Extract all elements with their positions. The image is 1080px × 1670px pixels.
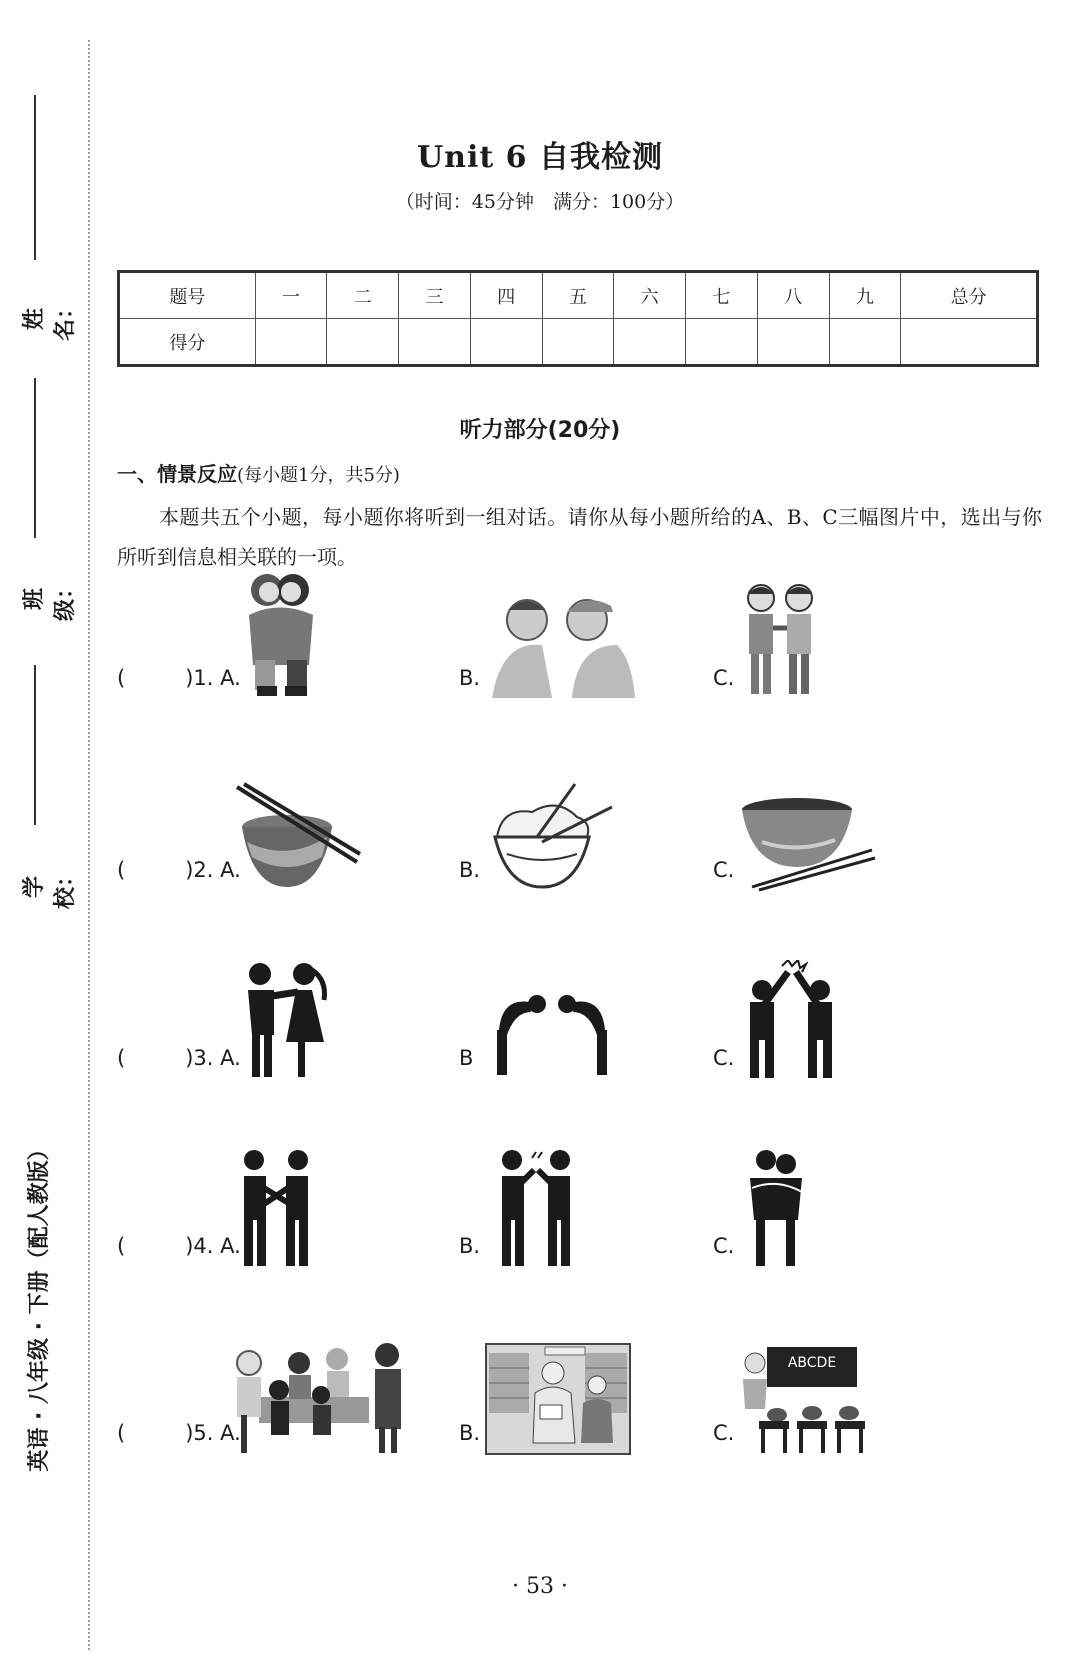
section-title: 听力部分(20分) xyxy=(459,418,621,443)
question-number: 4. xyxy=(193,1234,214,1258)
page-title: Unit 6 自我检测 xyxy=(417,140,663,175)
bowl-chopsticks-across-icon[interactable] xyxy=(232,782,362,892)
question-5 xyxy=(117,1305,1057,1465)
score-table-header-row xyxy=(119,272,1038,319)
classroom-teacher-icon[interactable] xyxy=(737,1345,867,1455)
question-label: ( )2. A. xyxy=(117,858,241,882)
exam-meta: （时间：45分钟 满分：100分） xyxy=(395,191,685,213)
score-input-cell[interactable] xyxy=(614,319,686,366)
family-dinner-icon[interactable] xyxy=(229,1335,409,1455)
part-heading xyxy=(117,458,400,487)
table-cell: 五 xyxy=(542,272,614,319)
question-number: 2. xyxy=(193,858,214,882)
option-label: B xyxy=(459,1046,474,1070)
question-1 xyxy=(117,550,1057,710)
question-label: ( )5. A. xyxy=(117,1421,241,1445)
part-title: 一、情景反应 xyxy=(117,462,237,486)
bow-icon[interactable] xyxy=(487,990,617,1080)
high-five-icon[interactable] xyxy=(742,960,842,1080)
instructions: 本题共五个小题，每小题你将听到一组对话。请你从每小题所给的A、B、C三幅图片中，选出与你所听到信息相关联的一项。 xyxy=(117,505,1042,569)
question-number: 3. xyxy=(193,1046,214,1070)
class-field xyxy=(22,550,78,621)
table-cell: 总分 xyxy=(901,272,1038,319)
option-label: B. xyxy=(459,666,481,690)
table-cell: 二 xyxy=(327,272,399,319)
option-label: C. xyxy=(713,1234,735,1258)
school-blank-line[interactable] xyxy=(34,665,36,825)
table-cell: 题号 xyxy=(119,272,256,319)
option-label: A. xyxy=(220,1234,241,1258)
option-label: B. xyxy=(459,1234,481,1258)
option-label: C. xyxy=(713,858,735,882)
option-label: A. xyxy=(220,858,241,882)
score-input-cell[interactable] xyxy=(255,319,327,366)
option-label: A. xyxy=(220,1421,241,1445)
table-cell: 一 xyxy=(255,272,327,319)
question-label: ( )1. A. xyxy=(117,666,241,690)
score-input-cell[interactable] xyxy=(542,319,614,366)
fist-bump-icon[interactable] xyxy=(492,1148,582,1268)
name-label: 姓名： xyxy=(22,296,78,341)
school-field xyxy=(22,838,78,909)
option-label: C. xyxy=(713,1046,735,1070)
table-cell: 得分 xyxy=(119,319,256,366)
score-table-score-row xyxy=(119,319,1038,366)
name-blank-line[interactable] xyxy=(34,95,36,260)
score-table xyxy=(117,270,1039,367)
cheek-kiss-icon[interactable] xyxy=(232,960,337,1080)
class-label: 班级： xyxy=(22,576,78,621)
table-cell: 九 xyxy=(829,272,901,319)
hug-icon[interactable] xyxy=(742,1148,812,1268)
table-cell: 六 xyxy=(614,272,686,319)
score-input-cell[interactable] xyxy=(327,319,399,366)
table-cell: 八 xyxy=(757,272,829,319)
score-input-cell[interactable] xyxy=(686,319,758,366)
hugging-kids-icon[interactable] xyxy=(227,560,337,700)
score-input-cell[interactable] xyxy=(399,319,471,366)
question-2 xyxy=(117,742,1057,902)
question-label: ( )4. A. xyxy=(117,1234,241,1258)
question-3 xyxy=(117,930,1057,1090)
question-label: ( )3. A. xyxy=(117,1046,241,1070)
option-label: C. xyxy=(713,666,735,690)
cut-line xyxy=(88,40,90,1650)
bowing-boys-icon[interactable] xyxy=(487,590,637,700)
question-4 xyxy=(117,1118,1057,1278)
question-number: 1. xyxy=(193,666,214,690)
blackboard-text: ABCDE xyxy=(787,1355,837,1371)
question-number: 5. xyxy=(193,1421,214,1445)
book-title: 英语 · 八年级 · 下册（配人教版） xyxy=(27,1138,52,1472)
school-label: 学校： xyxy=(22,864,78,909)
shaking-hands-boys-icon[interactable] xyxy=(737,580,827,700)
option-label: B. xyxy=(459,858,481,882)
option-label: A. xyxy=(220,666,241,690)
handshake-icon[interactable] xyxy=(232,1148,322,1268)
table-cell: 四 xyxy=(470,272,542,319)
page-number: · 53 · xyxy=(512,1574,568,1599)
option-label: A. xyxy=(220,1046,241,1070)
name-field xyxy=(22,270,78,341)
table-cell: 三 xyxy=(399,272,471,319)
part-points: (每小题1分，共5分) xyxy=(237,465,400,486)
binding-margin xyxy=(0,0,92,1670)
option-label: B. xyxy=(459,1421,481,1445)
option-label: C. xyxy=(713,1421,735,1445)
class-blank-line[interactable] xyxy=(34,378,36,538)
table-cell: 七 xyxy=(686,272,758,319)
bowl-chopsticks-beside-icon[interactable] xyxy=(737,792,877,892)
score-input-cell[interactable] xyxy=(829,319,901,366)
score-input-cell[interactable] xyxy=(757,319,829,366)
library-reading-icon[interactable] xyxy=(485,1343,631,1455)
rice-bowl-chopsticks-icon[interactable] xyxy=(487,782,617,892)
score-input-cell[interactable] xyxy=(470,319,542,366)
score-input-cell[interactable] xyxy=(901,319,1038,366)
